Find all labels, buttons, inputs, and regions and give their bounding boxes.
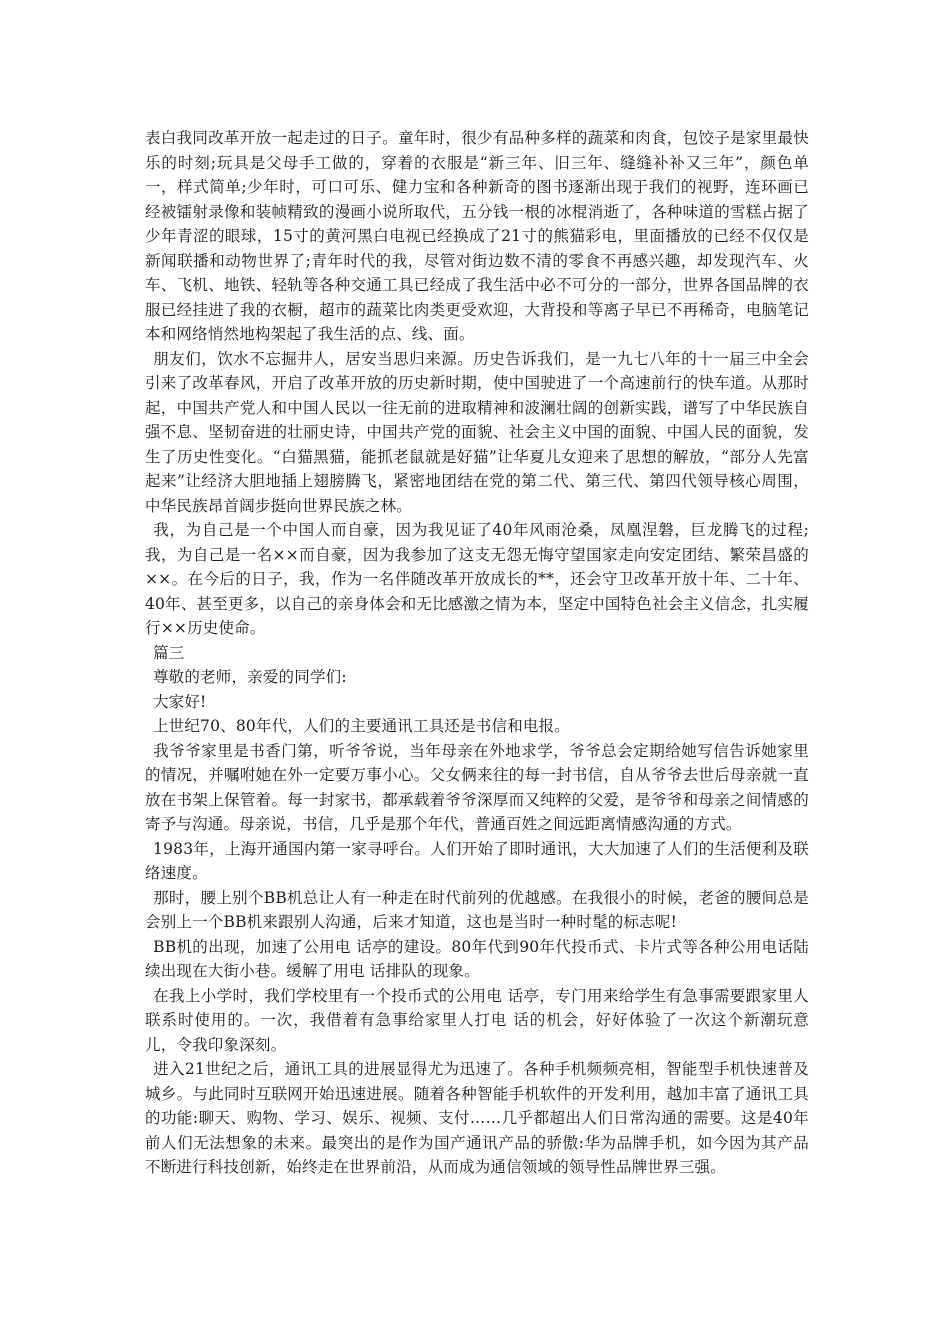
- paragraph-bb-pager: 那时，腰上别个BB机总让人有一种走在时代前列的优越感。在我很小的时候，老爸的腰间总是会别上一个BB机来跟别人沟通，后来才知道，这也是当时一种时髦的标志呢!: [137, 888, 809, 931]
- paragraph-paging-station: 1983年，上海开通国内第一家寻呼台。人们开始了即时通讯，大大加速了人们的生活便利及联络速度。: [137, 839, 809, 882]
- salutation: 尊敬的老师，亲爱的同学们:: [137, 668, 347, 686]
- paragraph-pride: 我，为自己是一个中国人而自豪，因为我见证了40年风雨沧桑，凤凰涅磐，巨龙腾飞的过程;我，为自己是一名××而自豪，因为我参加了这支无怨无悔守望国家走向安定团结、繁荣昌盛的××。在今后的日子，我，作为一名伴随改革开放成长的**，还会守卫改革开放十年、二十年、40年、甚至更多，以自己的亲身体会和无比感激之情为本，坚定中国特色社会主义信念，扎实履行××历史使命。: [137, 521, 809, 637]
- paragraph-school-phone-booth: 在我上小学时，我们学校里有一个投币式的公用电 话亭，专门用来给学生有急事需要跟家里人联系时使用的。一次，我借着有急事给家里人打电 话的机会，好好体验了一次这个新潮玩意儿，令我印象深刻。: [137, 986, 809, 1054]
- paragraph-reform-history: 朋友们，饮水不忘掘井人，居安当思归来源。历史告诉我们，是一九七八年的十一届三中全会引来了改革春风，开启了改革开放的历史新时期，使中国驶进了一个高速前行的快车道。从那时起，中国共产党人和中国人民以一往无前的进取精神和波澜壮阔的创新实践，谱写了中华民族自强不息、坚韧奋进的壮丽史诗，中国共产党的面貌、社会主义中国的面貌、中国人民的面貌，发生了历史性变化。“白猫黑猫，能抓老鼠就是好猫”让华夏儿女迎来了思想的解放，“部分人先富起来”让经济大胆地插上翅膀腾飞，紧密地团结在党的第二代、第三代、第四代领导核心周围，中华民族昂首阔步挺向世界民族之林。: [137, 349, 809, 515]
- paragraph-childhood-memories: 表白我同改革开放一起走过的日子。童年时，很少有品种多样的蔬菜和肉食，包饺子是家里最快乐的时刻;玩具是父母手工做的，穿着的衣服是“新三年、旧三年、缝缝补补又三年”，颜色单一，样式简单;少年时，可口可乐、健力宝和各种新奇的图书逐渐出现于我们的视野，连环画已经被镭射录像和装帧精致的漫画小说所取代，五分钱一根的冰棍消逝了，各种味道的雪糕占据了少年青涩的眼球，15寸的黄河黑白电视已经换成了21寸的熊猫彩电，里面播放的已经不仅仅是新闻联播和动物世界了;青年时代的我，尽管对街边数不清的零食不再感兴趣，却发现汽车、火车、飞机、地铁、轻轨等各种交通工具已经成了我生活中必不可分的一部分，世界各国品牌的衣服已经挂进了我的衣橱，超市的蔬菜比肉类更受欢迎，大背投和等离子早已不再稀奇，电脑笔记本和网络悄然地构架起了我生活的点、线、面。: [145, 129, 809, 343]
- section-heading-part-three: 篇三: [137, 643, 185, 662]
- document-body: [137, 126, 809, 1180]
- greeting: 大家好!: [137, 692, 207, 711]
- paragraph-letters-telegrams: 上世纪70、80年代，人们的主要通讯工具还是书信和电报。: [137, 717, 570, 735]
- paragraph-smartphones: 进入21世纪之后，通讯工具的进展显得尤为迅速了。各种手机频频亮相，智能型手机快速普及城乡。与此同时互联网开始迅速进展。随着各种智能手机软件的开发利用，越加丰富了通讯工具的功能:聊天、购物、学习、娱乐、视频、支付……几乎都超出人们日常沟通的需要。这是40年前人们无法想象的未来。最突出的是作为国产通讯产品的骄傲:华为品牌手机，如今因为其产品不断进行科技创新，始终走在世界前沿，从而成为通信领域的领导性品牌世界三强。: [137, 1060, 809, 1176]
- paragraph-public-phones: BB机的出现，加速了公用电 话亭的建设。80年代到90年代投币式、卡片式等各种公用电话陆续出现在大街小巷。缓解了用电 话排队的现象。: [137, 937, 809, 980]
- paragraph-family-letters: 我爷爷家里是书香门第，听爷爷说，当年母亲在外地求学，爷爷总会定期给她写信告诉她家里的情况，并嘱咐她在外一定要万事小心。父女俩来往的每一封书信，自从爷爷去世后母亲就一直放在书架上保管着。每一封家书，都承载着爷爷深厚而又纯粹的父爱，是爷爷和母亲之间情感的寄予与沟通。母亲说，书信，几乎是那个年代，普通百姓之间远距离情感沟通的方式。: [137, 741, 809, 833]
